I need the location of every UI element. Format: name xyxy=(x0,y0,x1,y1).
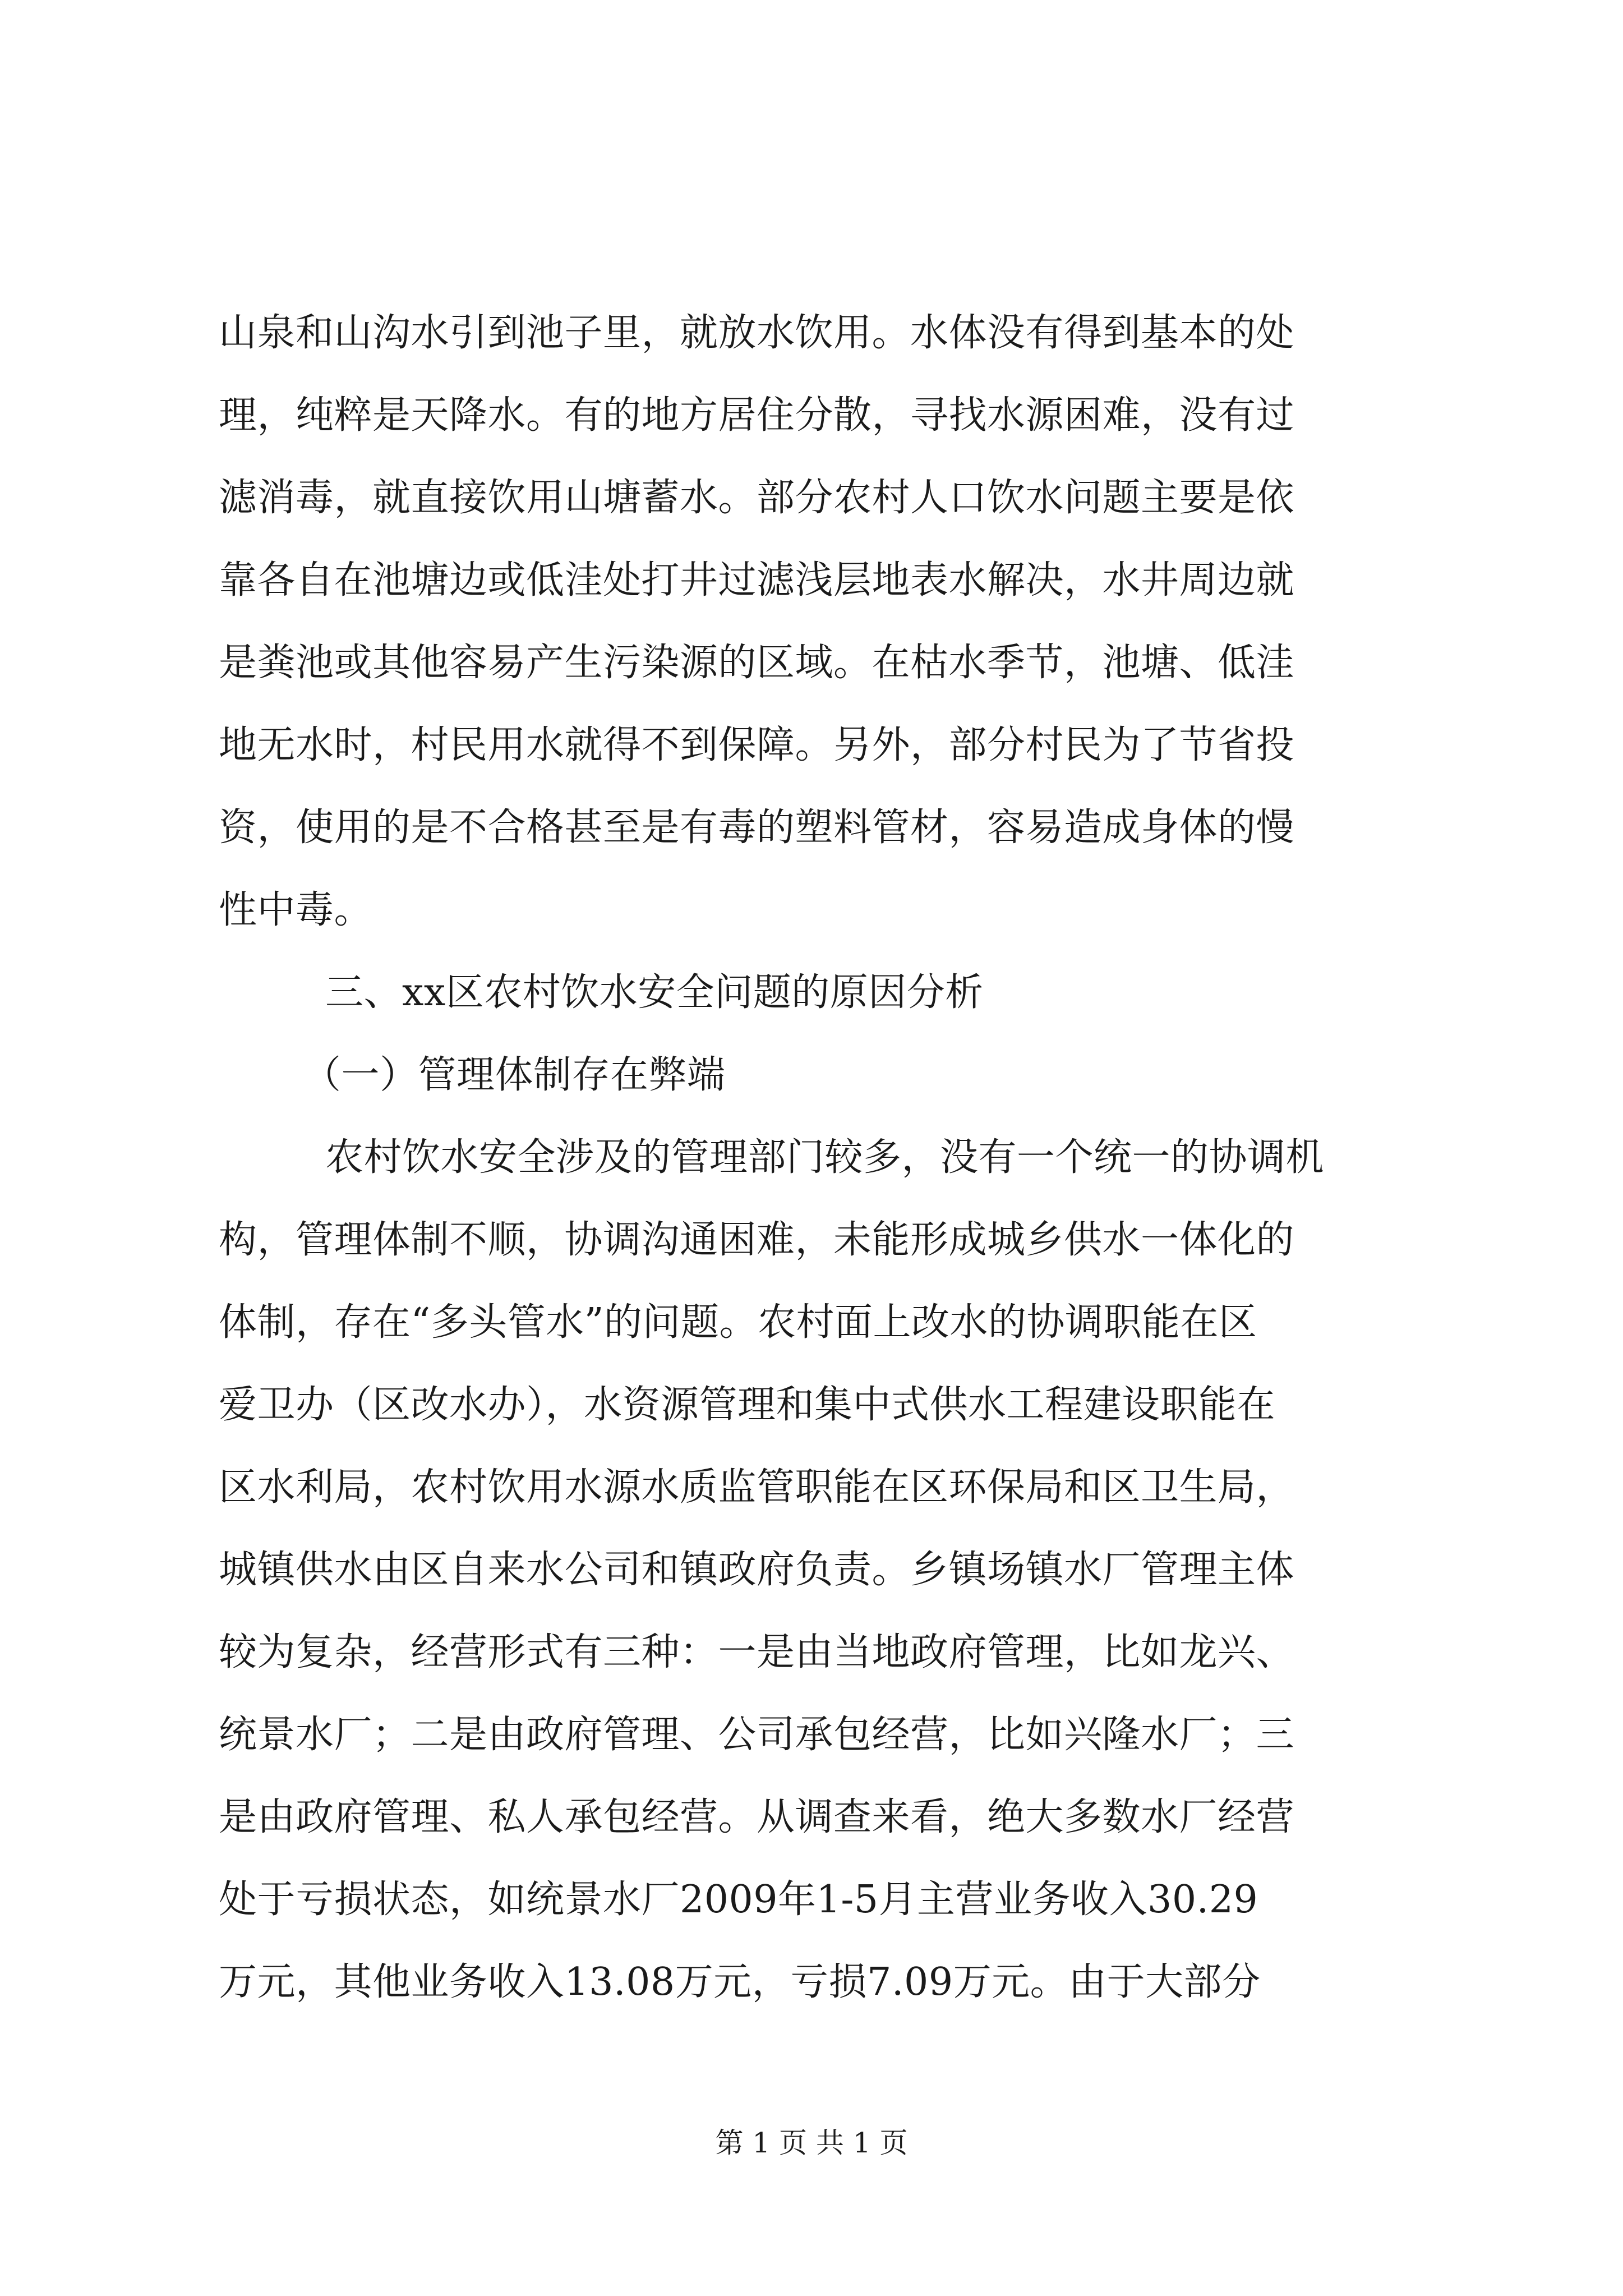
text-line: 靠各自在池塘边或低洼处打井过滤浅层地表水解决，水井周边就 xyxy=(219,558,1295,602)
page-footer xyxy=(0,2126,1623,2160)
text-line: 农村饮水安全涉及的管理部门较多，没有一个统一的协调机 xyxy=(325,1135,1325,1180)
text-line: 处于亏损状态，如统景水厂2009年1-5月主营业务收入30.29 xyxy=(219,1878,1258,1922)
text-line: 地无水时，村民用水就得不到保障。另外，部分村民为了节省投 xyxy=(219,723,1295,767)
text-line: 城镇供水由区自来水公司和镇政府负责。乡镇场镇水厂管理主体 xyxy=(219,1548,1295,1592)
text-line: 万元，其他业务收入13.08万元，亏损7.09万元。由于大部分 xyxy=(219,1960,1261,2004)
text-line: 区水利局，农村饮用水源水质监管职能在区环保局和区卫生局， xyxy=(219,1465,1295,1510)
page-number-label: 第 1 页 共 1 页 xyxy=(715,2127,908,2159)
text-line: 滤消毒，就直接饮用山塘蓄水。部分农村人口饮水问题主要是依 xyxy=(219,476,1295,520)
text-line: 构，管理体制不顺，协调沟通困难，未能形成城乡供水一体化的 xyxy=(219,1218,1295,1262)
text-line: 性中毒。 xyxy=(219,888,373,932)
text-line: 统景水厂；二是由政府管理、公司承包经营，比如兴隆水厂；三 xyxy=(219,1713,1295,1757)
text-line: 资，使用的是不合格甚至是有毒的塑料管材，容易造成身体的慢 xyxy=(219,806,1295,850)
text-line: 较为复杂，经营形式有三种：一是由当地政府管理，比如龙兴、 xyxy=(219,1630,1295,1674)
body-text xyxy=(219,292,1424,2023)
text-line: 山泉和山沟水引到池子里，就放水饮用。水体没有得到基本的处 xyxy=(219,311,1295,355)
text-line: 是粪池或其他容易产生污染源的区域。在枯水季节，池塘、低洼 xyxy=(219,641,1295,685)
text-line: 理，纯粹是天降水。有的地方居住分散，寻找水源困难，没有过 xyxy=(219,393,1295,438)
text-line: 是由政府管理、私人承包经营。从调查来看，绝大多数水厂经营 xyxy=(219,1795,1295,1839)
text-line: 爱卫办（区改水办），水资源管理和集中式供水工程建设职能在 xyxy=(219,1383,1276,1427)
subsection-heading: （一）管理体制存在弊端 xyxy=(303,1053,726,1097)
section-heading: 三、xx区农村饮水安全问题的原因分析 xyxy=(325,970,984,1015)
text-line: 体制，存在“多头管水”的问题。农村面上改水的协调职能在区 xyxy=(219,1300,1257,1345)
